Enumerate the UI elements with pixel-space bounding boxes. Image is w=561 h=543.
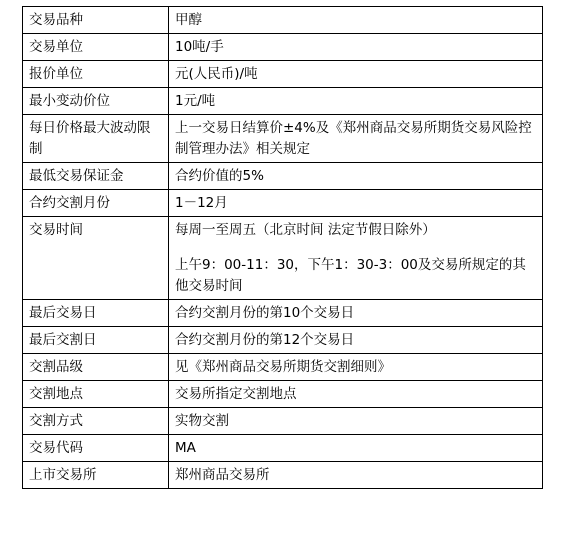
row-value-text: 每周一至周五（北京时间 法定节假日除外） bbox=[175, 222, 436, 238]
table-row bbox=[23, 408, 543, 435]
table-row bbox=[23, 381, 543, 408]
row-value-text: 合约交割月份的第12个交易日 bbox=[175, 332, 355, 348]
row-value bbox=[169, 61, 543, 88]
row-label: 交易单位 bbox=[23, 34, 169, 61]
row-value-text: 1－12月 bbox=[175, 195, 228, 211]
row-value-text: 合约价值的5% bbox=[175, 168, 264, 184]
row-value-text: 1元/吨 bbox=[175, 93, 216, 109]
table-row bbox=[23, 354, 543, 381]
table-row bbox=[23, 435, 543, 462]
row-value bbox=[169, 381, 543, 408]
table-row bbox=[23, 190, 543, 217]
contract-spec-table bbox=[22, 6, 543, 489]
row-value bbox=[169, 408, 543, 435]
row-value-text: 上一交易日结算价±4%及《郑州商品交易所期货交易风险控制管理办法》相关规定 bbox=[175, 120, 532, 157]
row-value-text: 实物交割 bbox=[175, 413, 229, 429]
table-row bbox=[23, 88, 543, 115]
row-value-text: MA bbox=[175, 440, 196, 456]
row-value bbox=[169, 327, 543, 354]
row-value bbox=[169, 217, 543, 300]
row-label: 交易代码 bbox=[23, 435, 169, 462]
row-value-text: 元(人民币)/吨 bbox=[175, 66, 258, 82]
row-label: 交易品种 bbox=[23, 7, 169, 34]
row-label: 合约交割月份 bbox=[23, 190, 169, 217]
row-value bbox=[169, 190, 543, 217]
row-label: 报价单位 bbox=[23, 61, 169, 88]
row-label: 最小变动价位 bbox=[23, 88, 169, 115]
row-value bbox=[169, 163, 543, 190]
row-value bbox=[169, 115, 543, 163]
row-label: 最低交易保证金 bbox=[23, 163, 169, 190]
row-value-text: 甲醇 bbox=[175, 12, 202, 28]
row-value bbox=[169, 34, 543, 61]
row-value-text: 郑州商品交易所 bbox=[175, 467, 270, 483]
row-value bbox=[169, 300, 543, 327]
row-value bbox=[169, 462, 543, 489]
table-row bbox=[23, 300, 543, 327]
row-value-text: 上午9：00-11：30，下午1：30-3：00及交易所规定的其他交易时间 bbox=[175, 257, 526, 294]
row-value bbox=[169, 88, 543, 115]
table-row bbox=[23, 7, 543, 34]
row-label: 每日价格最大波动限制 bbox=[23, 115, 169, 163]
row-label: 最后交割日 bbox=[23, 327, 169, 354]
row-label: 交割地点 bbox=[23, 381, 169, 408]
row-value-text: 见《郑州商品交易所期货交割细则》 bbox=[175, 359, 391, 375]
row-label: 上市交易所 bbox=[23, 462, 169, 489]
table-row bbox=[23, 217, 543, 300]
table-row bbox=[23, 327, 543, 354]
table-row bbox=[23, 34, 543, 61]
row-value bbox=[169, 354, 543, 381]
row-value-text: 10吨/手 bbox=[175, 39, 224, 55]
table-row bbox=[23, 163, 543, 190]
row-label: 交割品级 bbox=[23, 354, 169, 381]
row-value-text: 合约交割月份的第10个交易日 bbox=[175, 305, 355, 321]
row-value bbox=[169, 7, 543, 34]
row-label: 交割方式 bbox=[23, 408, 169, 435]
row-label: 交易时间 bbox=[23, 217, 169, 300]
row-value-text: 交易所指定交割地点 bbox=[175, 386, 297, 402]
spec-table-body bbox=[23, 7, 543, 489]
table-row bbox=[23, 61, 543, 88]
row-label: 最后交易日 bbox=[23, 300, 169, 327]
table-row bbox=[23, 115, 543, 163]
row-value bbox=[169, 435, 543, 462]
table-row bbox=[23, 462, 543, 489]
